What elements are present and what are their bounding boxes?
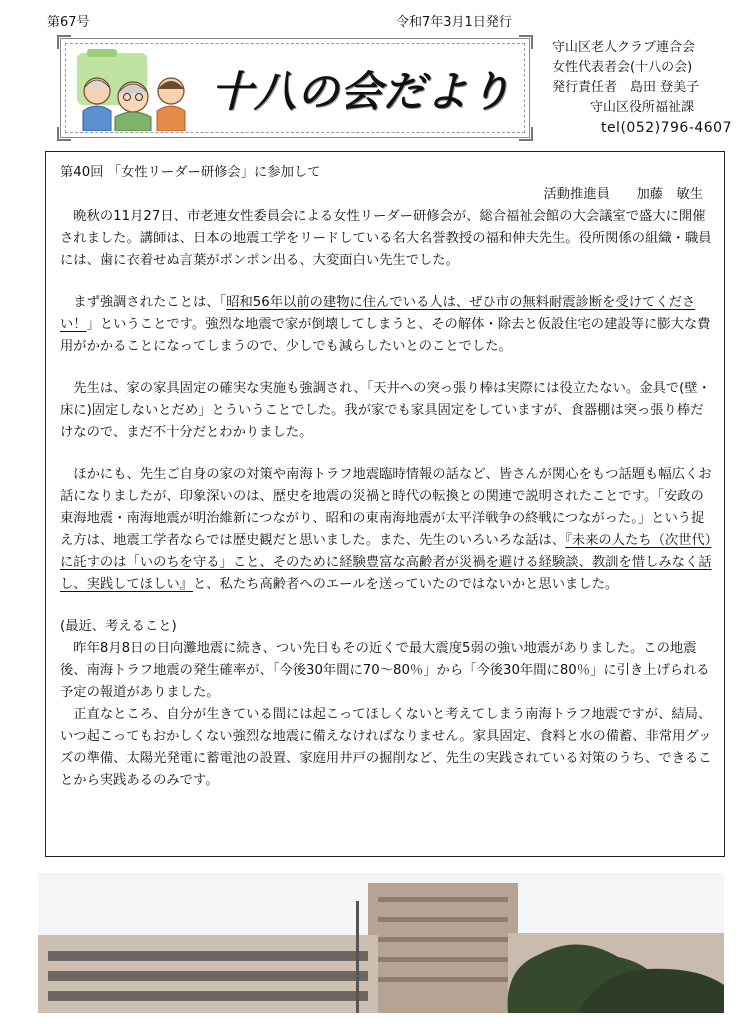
article-paragraph-1: 晩秋の11月27日、市老連女性委員会による女性リーダー研修会が、総合福祉会館の大会議室で盛大に開催されました。講師は、日本の地震工学をリードしている名大名誉教授の福和伸夫先生。役所関係の組織・職員には、歯に衣着せぬ言葉がポンポン出る、大変面白い先生でした。 [60,209,712,268]
publisher-org: 守山区老人クラブ連合会 [552,40,696,55]
article-box [45,151,725,857]
underlined-quote: 『未来の人たち（次世代）に託すのは「いのちを守る」こと、そのために経験豊富な高齢者が災禍を避ける経験談、教訓を惜しみなく話し、実践してほしい』 [60,533,712,592]
publisher-office: 守山区役所福祉課 [590,100,695,115]
newsletter-title: 十八の会だより [211,67,513,116]
publisher-editor: 発行責任者 島田 登美子 [552,80,700,95]
issue-number: 第67号 [47,15,90,30]
article-paragraph-4: ほかにも、先生ご自身の家の対策や南海トラフ地震臨時情報の話など、皆さんが関心をもつ話題も幅広くお話になりましたが、印象深いのは、歴史を地震の災禍と時代の転換との関連で説明されたことです。「安政の東海地震・南海地震が明治維新につながり、昭和の東南海地震が太平洋戦争の終戦につながった。」という捉え方は、地震工学者ならでは歴史観だと思いました。また、先生のいろいろな話は、『未来の人たち（次世代）に託すのは「いのちを守る」こと、そのために経験豊富な高齢者が災禍を避ける経験談、教訓を惜しみなく話し、実践してほしい』と、私たち高齢者へのエールを送っていたのではないかと思いました。 [60,467,712,592]
publisher-info [552,38,732,138]
article-author: 活動推進員 加藤 敏生 [543,187,703,202]
building-photo [38,873,724,1013]
section-heading: (最近、考えること) [60,619,177,634]
publication-date: 令和7年3月1日発行 [396,15,512,30]
underlined-emphasis: 昭和56年以前の建物に住んでいる人は、ぜひ市の無料耐震診断を受けてください！ [60,295,696,332]
article-paragraph-2: まず強調されたことは、「昭和56年以前の建物に住んでいる人は、ぜひ市の無料耐震診断を受けてください！」ということです。強烈な地震で家が倒壊してしまうと、その解体・除去と仮設住宅の建設等に膨大な費用がかかることになってしまうので、少しでも減らしたいとのことでした。 [60,295,711,354]
article-title: 第40回 「女性リーダー研修会」に参加して [60,165,321,180]
article-paragraph-5: 昨年8月8日の日向灘地震に続き、つい先日もその近くで最大震度5弱の強い地震がありました。この地震後、南海トラフ地震の発生確率が、「今後30年間に70～80％」から「今後30年間に80％」に引き上げられる予定の報道がありました。 [60,641,710,700]
building-photo-drawing [38,873,724,1013]
elderly-group-illustration [71,47,201,131]
publisher-group: 女性代表者会(十八の会) [552,60,693,75]
publisher-tel: tel(052)796-4607 [600,120,732,136]
article-paragraph-3: 先生は、家の家具固定の確実な実施も強調され、「天井への突っ張り棒は実際には役立たない。金具で(壁・床に)固定しないとだめ」とういうことでした。我が家でも家具固定をしていますが、食器棚は突っ張り棒だけなので、まだ不十分だとわかりました。 [60,381,711,440]
article-paragraph-6: 正直なところ、自分が生きている間には起こってほしくないと考えてしまう南海トラフ地震ですが、結局、いつ起こってもおかしくない強烈な地震に備えなければなりません。家具固定、食料と水の備蓄、非常用グッズの準備、太陽光発電に蓄電池の設置、家庭用井戸の掘削など、先生の実践されている対策のうち、できることから実践あるのみです。 [60,707,712,788]
title-banner [60,38,530,138]
